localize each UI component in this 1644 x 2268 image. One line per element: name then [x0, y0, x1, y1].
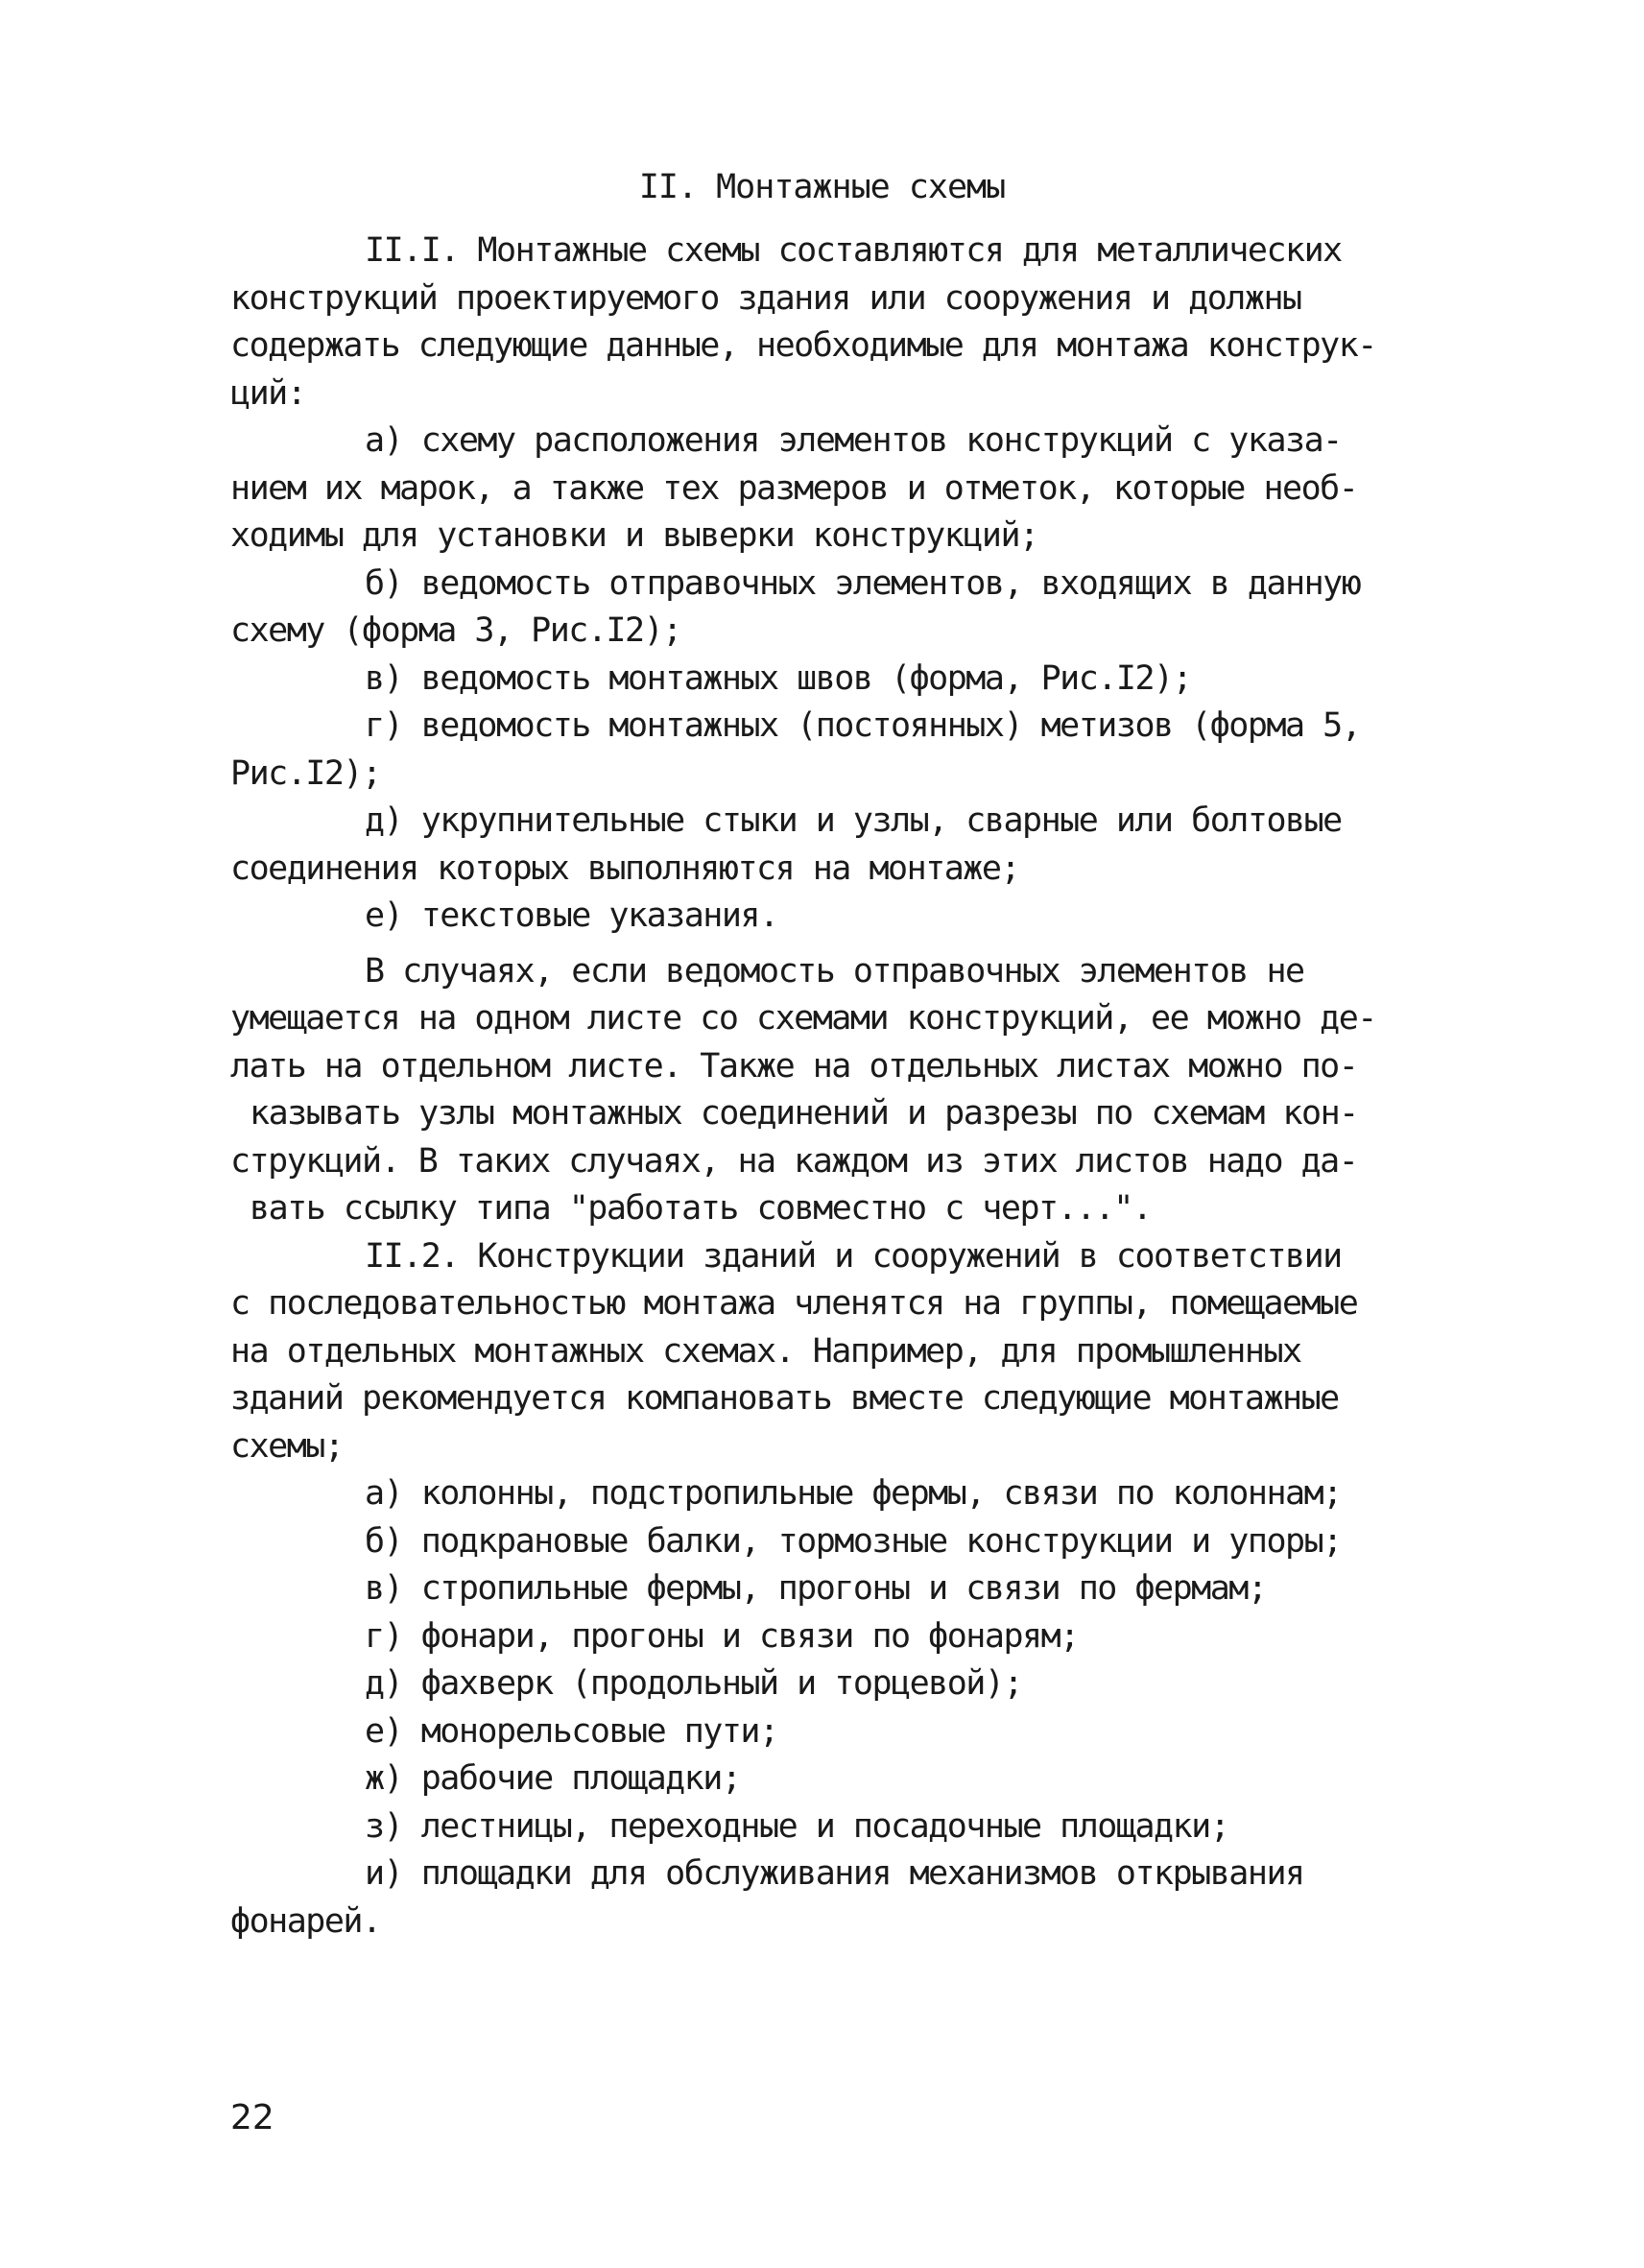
list-item-line: д) фахверк (продольный и торцевой);	[365, 1664, 1023, 1703]
text-line: содержать следующие данные, необходимые для монтажа конструк-	[230, 326, 1376, 365]
text-line: на отдельных монтажных схемах. Например, для промышленных	[230, 1331, 1301, 1371]
text-line: конструкций проектируемого здания или сооружения и должны	[230, 278, 1301, 318]
text-line: нием их марок, а также тех размеров и отметок, которые необ-	[230, 468, 1358, 508]
list-item-line: в) стропильные фермы, прогоны и связи по фермам;	[365, 1569, 1267, 1608]
text-line: схемы;	[230, 1426, 344, 1466]
text-line: казывать узлы монтажных соединений и разрезы по схемам кон-	[250, 1094, 1358, 1133]
list-item-line: ж) рабочие площадки;	[365, 1759, 741, 1798]
list-item-line: е) монорельсовые пути;	[365, 1711, 778, 1751]
text-line: фонарей.	[230, 1901, 381, 1941]
text-line: В случаях, если ведомость отправочных элементов не	[365, 951, 1304, 991]
text-line: Рис.I2);	[230, 753, 381, 793]
text-line: струкций. В таких случаях, на каждом из этих листов надо да-	[230, 1141, 1358, 1181]
list-item-line: б) подкрановые балки, тормозные конструкции и упоры;	[365, 1521, 1342, 1561]
text-line: соединения которых выполняются на монтаже;	[230, 848, 1020, 888]
text-line: II.2. Конструкции зданий и сооружений в соответствии	[365, 1236, 1342, 1276]
section-title: II. Монтажные схемы	[638, 168, 1006, 206]
text-line: ций:	[230, 373, 306, 413]
list-item-line: и) площадки для обслуживания механизмов открывания	[365, 1854, 1304, 1893]
list-item-line: з) лестницы, переходные и посадочные площадки;	[365, 1806, 1229, 1846]
text-line: схему (форма 3, Рис.I2);	[230, 611, 681, 650]
list-item-line: б) ведомость отправочных элементов, входящих в данную	[365, 563, 1361, 603]
text-line: ходимы для установки и выверки конструкций;	[230, 516, 1038, 555]
text-line: зданий рекомендуется компановать вместе следующие монтажные	[230, 1379, 1339, 1418]
list-item-line: а) колонны, подстропильные фермы, связи по колоннам;	[365, 1474, 1342, 1513]
list-item-line: в) ведомость монтажных швов (форма, Рис.I2);	[365, 658, 1192, 698]
body-text	[230, 227, 1440, 1946]
text-line: вать ссылку типа "работать совместно с черт...".	[250, 1189, 1152, 1228]
list-item-line: г) ведомость монтажных (постоянных) метизов (форма 5,	[365, 706, 1361, 745]
list-item-line: е) текстовые указания.	[365, 896, 778, 935]
text-line: II.I. Монтажные схемы составляются для металлических	[365, 231, 1342, 270]
text-line: умещается на одном листе со схемами конструкций, ее можно де-	[230, 999, 1376, 1038]
list-item-line: д) укрупнительные стыки и узлы, сварные или болтовые	[365, 801, 1342, 840]
text-line: с последовательностью монтажа членятся на группы, помещаемые	[230, 1284, 1358, 1323]
text-line: лать на отдельном листе. Также на отдельных листах можно по-	[230, 1046, 1358, 1086]
page-number: 22	[230, 2098, 274, 2137]
list-item-line: г) фонари, прогоны и связи по фонарям;	[365, 1616, 1079, 1656]
list-item-line: а) схему расположения элементов конструкций с указа-	[365, 421, 1342, 460]
